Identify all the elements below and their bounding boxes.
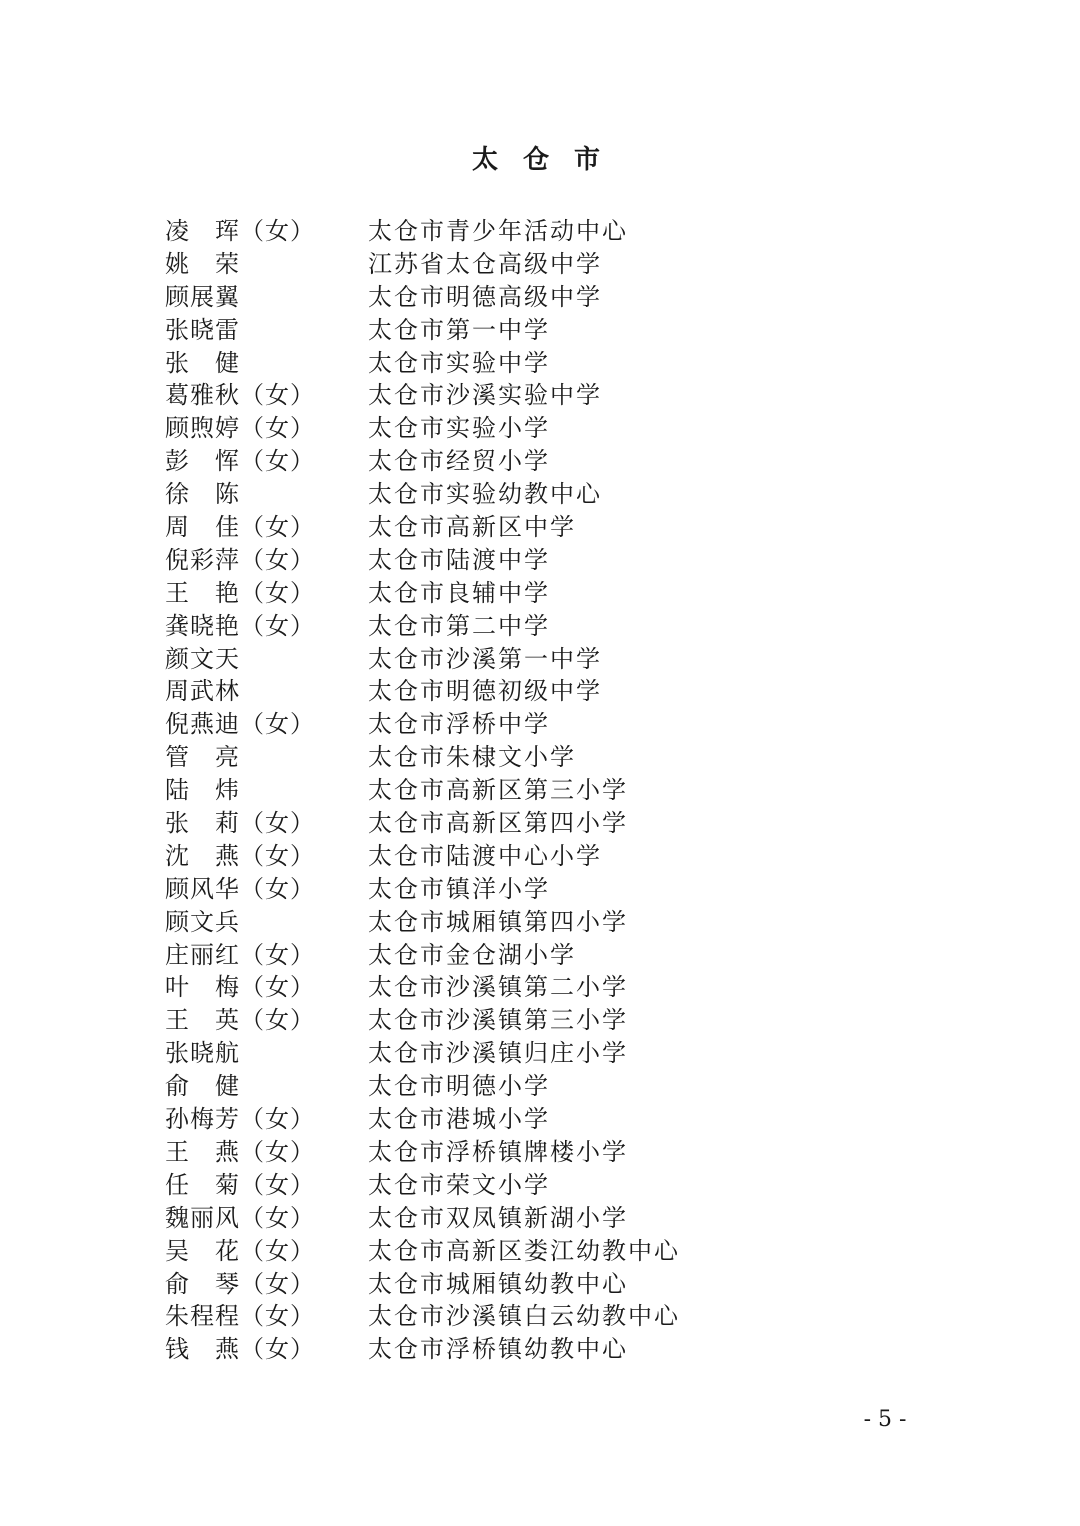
list-item xyxy=(0,248,1080,281)
person-name: 顾文兵 xyxy=(165,907,240,936)
list-item xyxy=(0,708,1080,741)
list-item xyxy=(0,971,1080,1004)
organization-name: 太仓市明德初级中学 xyxy=(368,677,602,706)
list-item xyxy=(0,774,1080,807)
organization-name: 太仓市沙溪实验中学 xyxy=(368,381,602,410)
person-name: 张 莉（女） xyxy=(165,809,315,838)
person-name: 叶 梅（女） xyxy=(165,973,315,1002)
person-name: 王 英（女） xyxy=(165,1006,315,1035)
person-name: 倪彩萍（女） xyxy=(165,545,315,574)
list-item xyxy=(0,807,1080,840)
list-item xyxy=(0,1004,1080,1037)
list-item xyxy=(0,643,1080,676)
list-item xyxy=(0,1202,1080,1235)
list-item xyxy=(0,511,1080,544)
organization-name: 太仓市高新区第四小学 xyxy=(368,809,628,838)
organization-name: 太仓市实验中学 xyxy=(368,348,550,377)
person-name: 朱程程（女） xyxy=(165,1302,315,1331)
person-name: 周武林 xyxy=(165,677,240,706)
person-name: 魏丽风（女） xyxy=(165,1203,315,1232)
list-item xyxy=(0,478,1080,511)
page-title: 太 仓 市 xyxy=(471,145,609,175)
list-item xyxy=(0,1136,1080,1169)
organization-name: 太仓市陆渡中学 xyxy=(368,545,550,574)
person-name: 孙梅芳（女） xyxy=(165,1105,315,1134)
list-item xyxy=(0,544,1080,577)
list-item xyxy=(0,1333,1080,1366)
person-name: 王 燕（女） xyxy=(165,1137,315,1166)
list-item xyxy=(0,906,1080,939)
person-name: 任 菊（女） xyxy=(165,1170,315,1199)
person-name: 王 艳（女） xyxy=(165,578,315,607)
list-item xyxy=(0,577,1080,610)
list-item xyxy=(0,873,1080,906)
organization-name: 江苏省太仓高级中学 xyxy=(368,249,602,278)
organization-name: 太仓市双凤镇新湖小学 xyxy=(368,1203,628,1232)
person-name: 姚 荣 xyxy=(165,249,240,278)
person-name: 顾煦婷（女） xyxy=(165,414,315,443)
organization-name: 太仓市高新区娄江幼教中心 xyxy=(368,1236,680,1265)
person-name: 张晓雷 xyxy=(165,315,240,344)
person-name: 俞 健 xyxy=(165,1072,240,1101)
person-name: 周 佳（女） xyxy=(165,513,315,542)
organization-name: 太仓市高新区中学 xyxy=(368,513,576,542)
person-name: 庄丽红（女） xyxy=(165,940,315,969)
list-item xyxy=(0,412,1080,445)
organization-name: 太仓市陆渡中心小学 xyxy=(368,841,602,870)
organization-name: 太仓市明德小学 xyxy=(368,1072,550,1101)
person-name: 颜文天 xyxy=(165,644,240,673)
organization-name: 太仓市沙溪第一中学 xyxy=(368,644,602,673)
organization-name: 太仓市经贸小学 xyxy=(368,447,550,476)
person-name: 顾风华（女） xyxy=(165,874,315,903)
organization-name: 太仓市青少年活动中心 xyxy=(368,217,628,245)
name-list xyxy=(0,215,1080,1366)
organization-name: 太仓市镇洋小学 xyxy=(368,874,550,903)
page-number: - 5 - xyxy=(863,1407,907,1432)
list-item xyxy=(0,1235,1080,1268)
organization-name: 太仓市明德高级中学 xyxy=(368,282,602,311)
list-item xyxy=(0,1169,1080,1202)
organization-name: 太仓市浮桥镇幼教中心 xyxy=(368,1335,628,1364)
person-name: 张晓航 xyxy=(165,1039,240,1068)
person-name: 吴 花（女） xyxy=(165,1236,315,1265)
organization-name: 太仓市实验幼教中心 xyxy=(368,480,602,509)
list-item xyxy=(0,741,1080,774)
person-name: 龚晓艳（女） xyxy=(165,611,315,640)
organization-name: 太仓市沙溪镇第二小学 xyxy=(368,973,628,1002)
list-item xyxy=(0,675,1080,708)
person-name: 俞 琴（女） xyxy=(165,1269,315,1298)
organization-name: 太仓市朱棣文小学 xyxy=(368,743,576,772)
person-name: 陆 炜 xyxy=(165,776,240,805)
list-item xyxy=(0,939,1080,972)
organization-name: 太仓市沙溪镇第三小学 xyxy=(368,1006,628,1035)
person-name: 管 亮 xyxy=(165,743,240,772)
list-item xyxy=(0,215,1080,248)
list-item xyxy=(0,379,1080,412)
person-name: 钱 燕（女） xyxy=(165,1335,315,1364)
person-name: 倪燕迪（女） xyxy=(165,710,315,739)
list-item xyxy=(0,314,1080,347)
person-name: 张 健 xyxy=(165,348,240,377)
person-name: 葛雅秋（女） xyxy=(165,381,315,410)
list-item xyxy=(0,1103,1080,1136)
person-name: 沈 燕（女） xyxy=(165,841,315,870)
organization-name: 太仓市高新区第三小学 xyxy=(368,776,628,805)
list-item xyxy=(0,1037,1080,1070)
organization-name: 太仓市实验小学 xyxy=(368,414,550,443)
list-item xyxy=(0,840,1080,873)
organization-name: 太仓市良辅中学 xyxy=(368,578,550,607)
organization-name: 太仓市金仓湖小学 xyxy=(368,940,576,969)
organization-name: 太仓市港城小学 xyxy=(368,1105,550,1134)
organization-name: 太仓市沙溪镇归庄小学 xyxy=(368,1039,628,1068)
organization-name: 太仓市城厢镇幼教中心 xyxy=(368,1269,628,1298)
list-item xyxy=(0,610,1080,643)
person-name: 凌 珲（女） xyxy=(165,217,315,245)
list-item xyxy=(0,445,1080,478)
person-name: 顾展翼 xyxy=(165,282,240,311)
person-name: 彭 恽（女） xyxy=(165,447,315,476)
list-item xyxy=(0,281,1080,314)
organization-name: 太仓市荣文小学 xyxy=(368,1170,550,1199)
person-name: 徐 陈 xyxy=(165,480,240,509)
list-item xyxy=(0,1070,1080,1103)
organization-name: 太仓市浮桥镇牌楼小学 xyxy=(368,1137,628,1166)
list-item xyxy=(0,1300,1080,1333)
organization-name: 太仓市第一中学 xyxy=(368,315,550,344)
list-item xyxy=(0,1268,1080,1301)
organization-name: 太仓市第二中学 xyxy=(368,611,550,640)
organization-name: 太仓市浮桥中学 xyxy=(368,710,550,739)
organization-name: 太仓市沙溪镇白云幼教中心 xyxy=(368,1302,680,1331)
organization-name: 太仓市城厢镇第四小学 xyxy=(368,907,628,936)
list-item xyxy=(0,347,1080,380)
